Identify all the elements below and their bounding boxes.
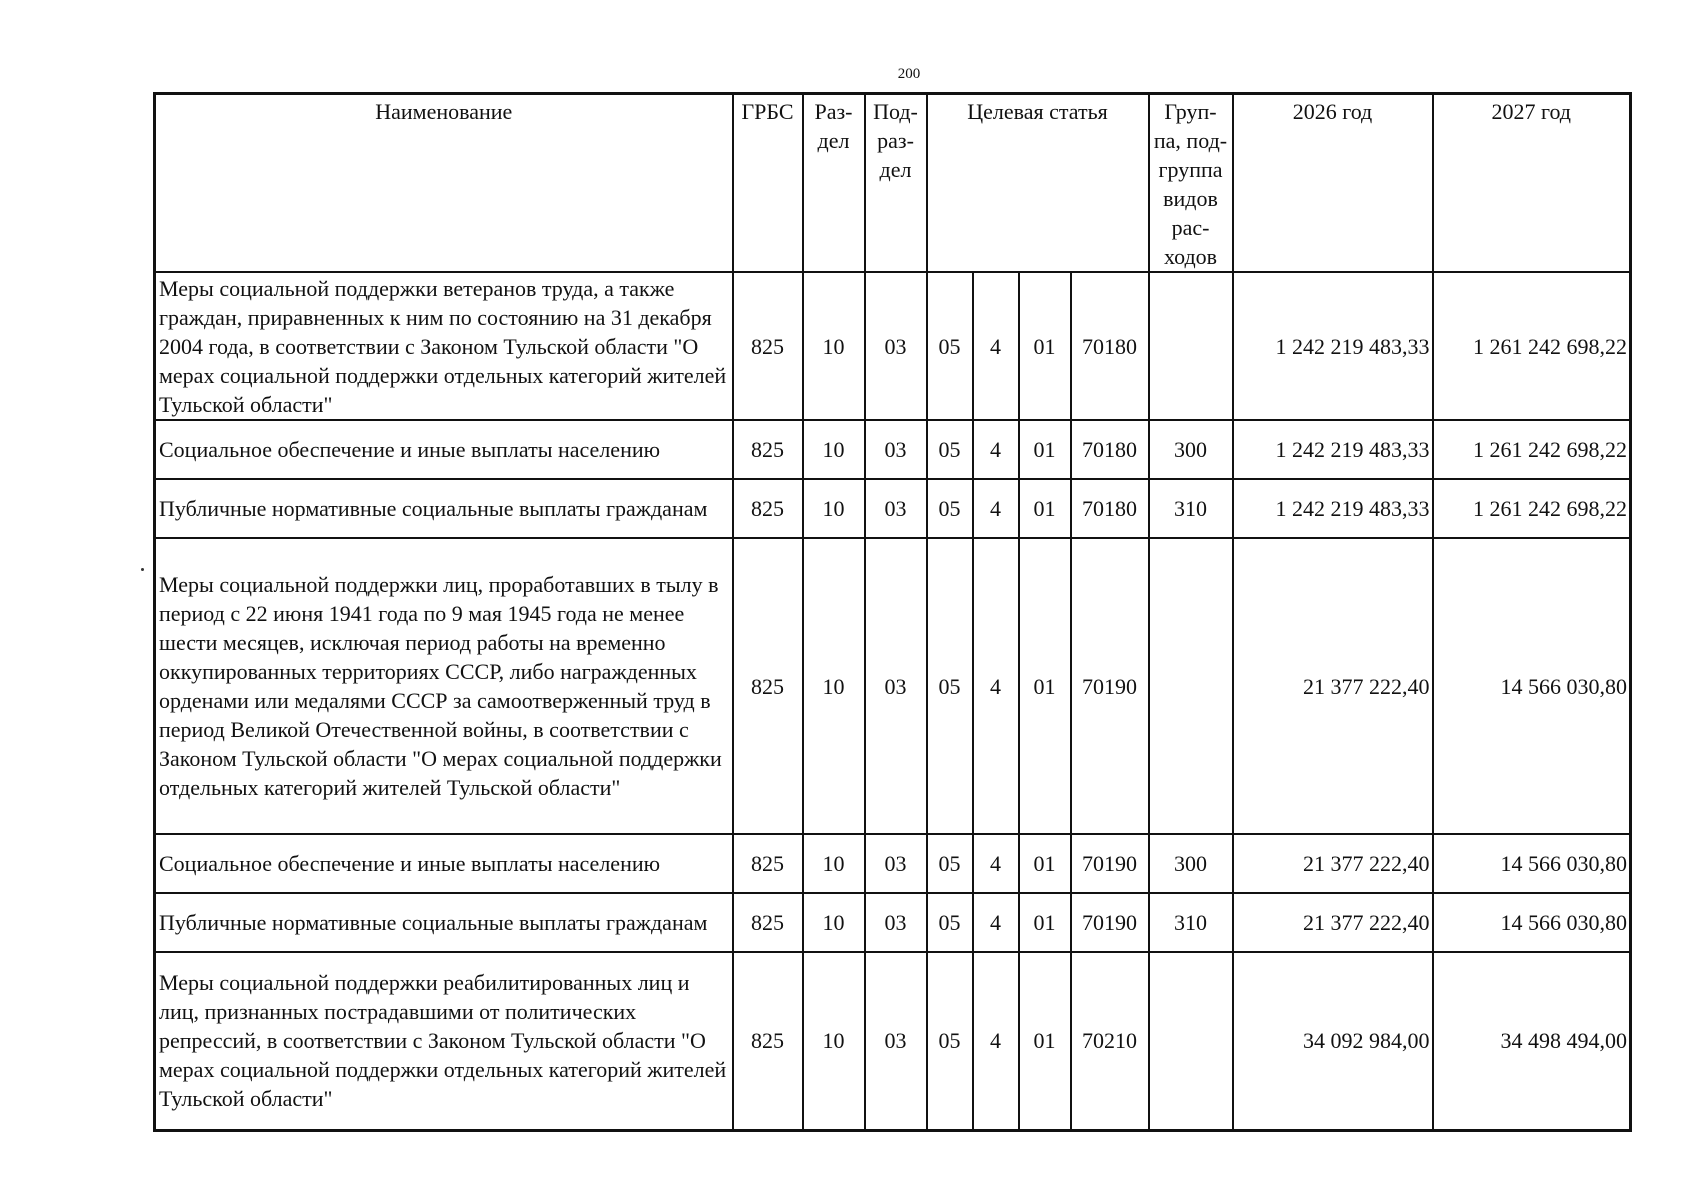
- row-podrazdel: 03: [865, 479, 927, 538]
- row-target-3: 01: [1019, 893, 1071, 952]
- header-2026: 2026 год: [1233, 94, 1433, 273]
- row-2027: 1 261 242 698,22: [1433, 272, 1631, 420]
- row-target-2: 4: [973, 272, 1019, 420]
- header-target-article: Целевая статья: [927, 94, 1149, 273]
- row-expense-group: [1149, 952, 1233, 1130]
- row-name: Социальное обеспечение и иные выплаты населению: [155, 834, 733, 893]
- row-2026: 34 092 984,00: [1233, 952, 1433, 1130]
- row-target-2: 4: [973, 420, 1019, 479]
- header-name: Наименование: [155, 94, 733, 273]
- row-target-2: 4: [973, 834, 1019, 893]
- header-2027: 2027 год: [1433, 94, 1631, 273]
- row-2027: 14 566 030,80: [1433, 834, 1631, 893]
- row-name: Меры социальной поддержки реабилитированных лиц и лиц, признанных пострадавшими от политических репрессий, в соответствии с Законом Тульской области "О мерах социальной поддержки отдельных категорий жителей Тульской области": [155, 952, 733, 1130]
- row-expense-group: 300: [1149, 420, 1233, 479]
- row-expense-group: [1149, 272, 1233, 420]
- row-target-2: 4: [973, 479, 1019, 538]
- row-podrazdel: 03: [865, 272, 927, 420]
- row-razdel: 10: [803, 420, 865, 479]
- row-name: Публичные нормативные социальные выплаты гражданам: [155, 893, 733, 952]
- row-target-4: 70180: [1071, 272, 1149, 420]
- row-expense-group: 310: [1149, 893, 1233, 952]
- table-row: [155, 893, 1631, 952]
- row-target-3: 01: [1019, 538, 1071, 834]
- row-grbs: 825: [733, 952, 803, 1130]
- row-target-4: 70190: [1071, 893, 1149, 952]
- row-target-3: 01: [1019, 834, 1071, 893]
- row-target-1: 05: [927, 538, 973, 834]
- row-razdel: 10: [803, 272, 865, 420]
- row-target-1: 05: [927, 420, 973, 479]
- header-grbs: ГРБС: [733, 94, 803, 273]
- row-grbs: 825: [733, 834, 803, 893]
- row-podrazdel: 03: [865, 893, 927, 952]
- row-target-2: 4: [973, 538, 1019, 834]
- budget-table: [153, 92, 1632, 1132]
- row-target-4: 70180: [1071, 479, 1149, 538]
- row-razdel: 10: [803, 479, 865, 538]
- row-expense-group: 310: [1149, 479, 1233, 538]
- row-grbs: 825: [733, 538, 803, 834]
- row-2026: 21 377 222,40: [1233, 834, 1433, 893]
- row-target-4: 70190: [1071, 538, 1149, 834]
- header-expense-group: Груп- па, под- группа видов рас- ходов: [1149, 94, 1233, 273]
- row-target-2: 4: [973, 952, 1019, 1130]
- row-name: Меры социальной поддержки лиц, проработавших в тылу в период с 22 июня 1941 года по 9 мая 1945 года не менее шести месяцев, исключая период работы на временно оккупированных территориях СССР, либо награжденных орденами или медалями СССР за самоотверженный труд в период Великой Отечественной войны, в соответствии с Законом Тульской области "О мерах социальной поддержки отдельных категорий жителей Тульской области": [155, 538, 733, 834]
- row-target-3: 01: [1019, 272, 1071, 420]
- row-podrazdel: 03: [865, 538, 927, 834]
- table-row: [155, 272, 1631, 420]
- table-row: [155, 834, 1631, 893]
- row-expense-group: [1149, 538, 1233, 834]
- table-row: [155, 952, 1631, 1130]
- row-target-1: 05: [927, 893, 973, 952]
- table-row: [155, 538, 1631, 834]
- row-target-4: 70180: [1071, 420, 1149, 479]
- row-target-1: 05: [927, 834, 973, 893]
- row-target-4: 70210: [1071, 952, 1149, 1130]
- row-2026: 1 242 219 483,33: [1233, 479, 1433, 538]
- row-target-1: 05: [927, 272, 973, 420]
- row-2027: 14 566 030,80: [1433, 538, 1631, 834]
- row-target-1: 05: [927, 479, 973, 538]
- scan-speck: [141, 568, 144, 571]
- row-razdel: 10: [803, 834, 865, 893]
- row-2026: 21 377 222,40: [1233, 538, 1433, 834]
- row-podrazdel: 03: [865, 952, 927, 1130]
- row-2026: 1 242 219 483,33: [1233, 272, 1433, 420]
- row-target-3: 01: [1019, 420, 1071, 479]
- row-razdel: 10: [803, 538, 865, 834]
- page-number: 200: [897, 66, 921, 82]
- row-target-2: 4: [973, 893, 1019, 952]
- row-2027: 34 498 494,00: [1433, 952, 1631, 1130]
- row-2027: 1 261 242 698,22: [1433, 479, 1631, 538]
- row-razdel: 10: [803, 893, 865, 952]
- row-target-3: 01: [1019, 952, 1071, 1130]
- row-expense-group: 300: [1149, 834, 1233, 893]
- row-podrazdel: 03: [865, 834, 927, 893]
- row-2027: 1 261 242 698,22: [1433, 420, 1631, 479]
- row-grbs: 825: [733, 272, 803, 420]
- row-name: Меры социальной поддержки ветеранов труда, а также граждан, приравненных к ним по состоянию на 31 декабря 2004 года, в соответствии с Законом Тульской области "О мерах социальной поддержки отдельных категорий жителей Тульской области": [155, 272, 733, 420]
- row-target-1: 05: [927, 952, 973, 1130]
- row-2027: 14 566 030,80: [1433, 893, 1631, 952]
- row-target-4: 70190: [1071, 834, 1149, 893]
- row-podrazdel: 03: [865, 420, 927, 479]
- header-podrazdel: Под- раз- дел: [865, 94, 927, 273]
- row-name: Социальное обеспечение и иные выплаты населению: [155, 420, 733, 479]
- row-grbs: 825: [733, 893, 803, 952]
- header-row: [155, 94, 1631, 273]
- row-grbs: 825: [733, 479, 803, 538]
- row-grbs: 825: [733, 420, 803, 479]
- table-row: [155, 479, 1631, 538]
- row-target-3: 01: [1019, 479, 1071, 538]
- header-razdel: Раз- дел: [803, 94, 865, 273]
- row-2026: 21 377 222,40: [1233, 893, 1433, 952]
- row-2026: 1 242 219 483,33: [1233, 420, 1433, 479]
- row-razdel: 10: [803, 952, 865, 1130]
- row-name: Публичные нормативные социальные выплаты гражданам: [155, 479, 733, 538]
- table-row: [155, 420, 1631, 479]
